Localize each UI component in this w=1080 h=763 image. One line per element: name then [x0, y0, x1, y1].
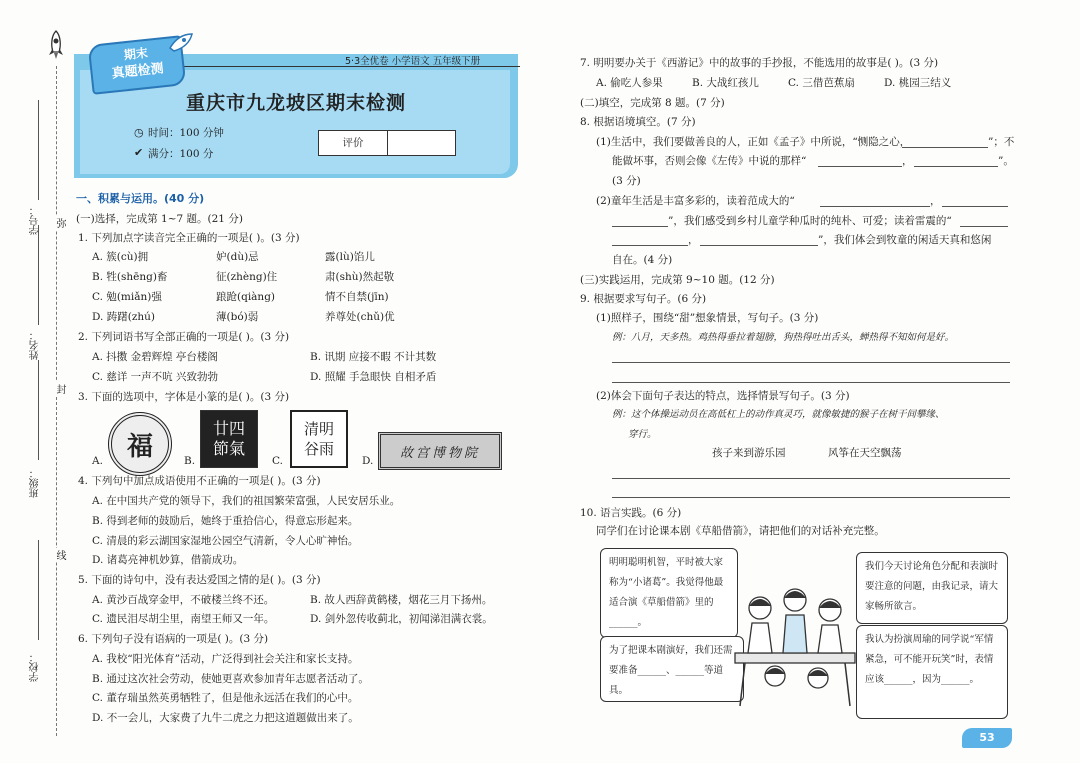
- students-illustration: [730, 578, 860, 717]
- q7-option-a[interactable]: A. 偷吃人参果: [596, 77, 663, 89]
- q1-option-b3: 肃(shù)然起敬: [325, 271, 395, 283]
- q9-2-answer-line-1[interactable]: [612, 478, 1010, 479]
- q1-option-a3: 露(lù)馅儿: [325, 251, 375, 263]
- q3-seal-b: [200, 410, 258, 468]
- q2-option-d[interactable]: D. 照耀 手急眼快 自相矛盾: [310, 371, 437, 383]
- q3-seal-a: [108, 412, 172, 476]
- q4-option-a[interactable]: A. 在中国共产党的领导下，我们的祖国繁荣富强，人民安居乐业。: [92, 495, 401, 507]
- q8-2-blank-2b[interactable]: [612, 226, 668, 227]
- seal-mark-3: 线: [54, 550, 65, 560]
- page-number-badge: [962, 728, 1012, 748]
- q3-seal-d-text: 故宫博物院: [399, 445, 480, 461]
- q1-option-d2: 薄(bó)弱: [216, 311, 259, 323]
- q9-1-example: 例：八月，天多热。鸡热得垂拉着翅膀，狗热得吐出舌头，蝉热得不知如何是好。: [612, 332, 955, 343]
- eval-label: 评价: [319, 131, 388, 155]
- check-icon: ✔: [134, 146, 144, 159]
- q2-option-c[interactable]: C. 慈详 一声不吭 兴致勃勃: [92, 371, 219, 383]
- q3-label-d[interactable]: D.: [362, 455, 374, 467]
- section-1-title: 一、积累与运用。(40 分): [76, 192, 205, 205]
- q1-option-d3: 养尊处(chǔ)优: [325, 311, 395, 323]
- q2-option-a[interactable]: A. 抖擞 金碧辉煌 亭台楼阁: [92, 351, 218, 363]
- q5-option-b[interactable]: B. 故人西辞黄鹤楼，烟花三月下扬州。: [310, 594, 493, 606]
- q8-1-line-a: (1)生活中，我们要做善良的人，正如《孟子》中所说，“恻隐之心，: [596, 136, 911, 148]
- part-2-title: (二)填空，完成第 8 题。(7 分): [580, 97, 725, 109]
- q3-seal-c-text: 清明谷雨: [303, 420, 334, 458]
- badge-line-2: 真题检测: [111, 61, 165, 82]
- q7-option-b[interactable]: B. 大战红孩儿: [692, 77, 759, 89]
- seal-line: [56, 66, 57, 736]
- question-8: 8. 根据语境填空。(7 分): [580, 116, 696, 128]
- q6-option-a[interactable]: A. 我校“阳光体育”活动，广泛得到社会关注和家长支持。: [92, 653, 359, 665]
- question-9: 9. 根据要求写句子。(6 分): [580, 293, 707, 305]
- badge-rocket-icon: [168, 32, 194, 56]
- question-3: 3. 下面的选项中，字体是小篆的是( )。(3 分): [78, 391, 290, 403]
- q3-seal-c: [290, 410, 348, 468]
- q9-2-example-2: 穿行。: [628, 429, 657, 440]
- question-1: 1. 下列加点字读音完全正确的一项是( )。(3 分): [78, 232, 300, 244]
- q4-option-d[interactable]: D. 诸葛亮神机妙算，借箭成功。: [92, 554, 244, 566]
- page-number: 53: [979, 731, 995, 744]
- q4-option-b[interactable]: B. 得到老师的鼓励后，她终于重拾信心，得意忘形起来。: [92, 515, 359, 527]
- question-6: 6. 下列句子没有语病的一项是( )。(3 分): [78, 633, 269, 645]
- q8-2-line-c-end: ”，我们体会到牧童的闲适天真和悠闲: [818, 234, 992, 246]
- rocket-icon: [46, 30, 66, 60]
- q8-2-line-c-mid: ，: [688, 234, 699, 246]
- school-label: 学校：: [30, 652, 41, 682]
- series-label: 5·3全优卷 小学语文 五年级下册: [345, 56, 481, 67]
- clock-icon: ◷: [134, 126, 144, 139]
- q8-1-blank-3[interactable]: [914, 166, 998, 167]
- q8-2-line-a-mid: ，: [930, 195, 941, 207]
- school-line: [38, 540, 39, 640]
- q8-1-blank-1[interactable]: [902, 147, 988, 148]
- q8-1-line-b-mid: ，: [902, 155, 913, 167]
- q8-2-blank-3[interactable]: [612, 245, 688, 246]
- part-3-title: (三)实践运用，完成第 9~10 题。(12 分): [580, 274, 775, 286]
- dialogue-bubble-4: 我认为扮演周瑜的同学说“军情紧急，可不能开玩笑”时，表情应该______，因为______。: [856, 625, 1008, 719]
- q3-label-c[interactable]: C.: [272, 455, 283, 467]
- q9-2-example: 例：这个体操运动员在高低杠上的动作真灵巧，就像敏捷的猴子在树干间攀缘、: [612, 409, 945, 420]
- q9-2-choice-1[interactable]: 孩子来到游乐园: [712, 447, 786, 459]
- question-2: 2. 下列词语书写全部正确的一项是( )。(3 分): [78, 331, 290, 343]
- q1-option-b2: 征(zhèng)住: [216, 271, 278, 283]
- part-1-title: (一)选择，完成第 1~7 题。(21 分): [76, 213, 243, 225]
- page-title: 重庆市九龙坡区期末检测: [186, 92, 407, 114]
- q7-option-d[interactable]: D. 桃园三结义: [884, 77, 952, 89]
- q10-description: 同学们在讨论课本剧《草船借箭》，请把他们的对话补充完整。: [596, 525, 885, 537]
- student-no-label: 学号：: [30, 205, 41, 235]
- name-line: [38, 225, 39, 325]
- q1-option-a2: 妒(dù)忌: [216, 251, 259, 263]
- q9-1: (1)照样子，围绕“甜”想象情景，写句子。(3 分): [596, 312, 819, 324]
- q1-option-c3: 情不自禁(jīn): [325, 291, 389, 303]
- q5-option-a[interactable]: A. 黄沙百战穿金甲，不破楼兰终不还。: [92, 594, 275, 606]
- q9-2-choice-2[interactable]: 风筝在天空飘荡: [828, 447, 902, 459]
- q3-seal-a-text: 福: [126, 431, 153, 462]
- q8-2-blank-4[interactable]: [700, 245, 818, 246]
- q8-1-line-b: 能做坏事，否则会像《左传》中说的那样“: [612, 155, 807, 167]
- q8-1-line-a-end: ”；不: [988, 136, 1015, 148]
- q2-option-b[interactable]: B. 讯期 应接不暇 不计其数: [310, 351, 437, 363]
- time-label: 时间：100 分钟: [148, 127, 224, 139]
- q9-1-answer-line-2[interactable]: [612, 382, 1010, 383]
- q9-2: (2)体会下面句子表达的特点，选择情景写句子。(3 分): [596, 390, 850, 402]
- q8-2-blank-3b[interactable]: [960, 226, 1008, 227]
- q9-2-answer-line-2[interactable]: [612, 497, 1010, 498]
- question-4: 4. 下列句中加点成语使用不正确的一项是( )。(3 分): [78, 475, 321, 487]
- seal-mark-2: 封: [54, 384, 65, 394]
- eval-box: [318, 130, 456, 156]
- q8-2-blank-2[interactable]: [942, 206, 1008, 207]
- question-10: 10. 语言实践。(6 分): [580, 507, 682, 519]
- q6-option-c[interactable]: C. 董存瑞虽然英勇牺牲了，但是他永远活在我们的心中。: [92, 692, 359, 704]
- badge-line-1: 期末: [123, 45, 149, 63]
- q8-2-blank-1[interactable]: [820, 206, 930, 207]
- question-5: 5. 下面的诗句中，没有表达爱国之情的是( )。(3 分): [78, 574, 321, 586]
- q4-option-c[interactable]: C. 清晨的彩云湖国家湿地公园空气清新，令人心旷神怡。: [92, 535, 359, 547]
- q8-2-line-b: ”，我们感受到乡村儿童学种瓜时的纯朴、可爱；读着雷震的“: [668, 215, 952, 227]
- student-no-line: [38, 100, 39, 200]
- q3-seal-b-text: 廿四節氣: [212, 419, 245, 458]
- q8-1-line-b-end: ”。: [998, 155, 1014, 167]
- q1-option-c1[interactable]: C. 勉(miǎn)强: [92, 291, 162, 303]
- name-label: 姓名：: [30, 330, 41, 360]
- q1-option-d1[interactable]: D. 踌躇(zhú): [92, 311, 155, 323]
- q6-option-d[interactable]: D. 不一会儿，大家费了九牛二虎之力把这道题做出来了。: [92, 712, 359, 724]
- q8-1-score: (3 分): [612, 175, 641, 187]
- eval-field[interactable]: [388, 131, 455, 155]
- q1-option-c2: 踉跄(qiàng): [216, 291, 276, 303]
- q3-label-a[interactable]: A.: [92, 455, 103, 467]
- q1-option-a1[interactable]: A. 簇(cù)拥: [92, 251, 149, 263]
- q5-option-d[interactable]: D. 剑外忽传收蓟北，初闻涕泪满衣裳。: [310, 613, 493, 625]
- q5-option-c[interactable]: C. 遗民泪尽胡尘里，南望王师又一年。: [92, 613, 275, 625]
- dialogue-bubble-1: 明明聪明机智，平时被大家称为“小诸葛”。我觉得他最适合演《草船借箭》里的______。: [600, 548, 738, 638]
- q8-1-blank-2[interactable]: [818, 166, 902, 167]
- class-label: 班级：: [30, 468, 41, 498]
- question-7: 7. 明明要办关于《西游记》中的故事的手抄报，不能选用的故事是( )。(3 分): [580, 57, 939, 69]
- score-label: 满分：100 分: [148, 148, 214, 160]
- q6-option-b[interactable]: B. 通过这次社会劳动，使她更喜欢参加青年志愿者活动了。: [92, 673, 369, 685]
- q1-option-b1[interactable]: B. 牲(shēng)畜: [92, 271, 168, 283]
- dialogue-bubble-3: 为了把课本剧演好，我们还需要准备______、______等道具。: [600, 636, 744, 702]
- q3-seal-d: [378, 432, 502, 470]
- q3-label-b[interactable]: B.: [184, 455, 196, 467]
- seal-mark-1: 弥: [54, 218, 65, 228]
- dialogue-bubble-2: 我们今天讨论角色分配和表演时要注意的问题，由我记录，请大家畅所欲言。: [856, 552, 1008, 624]
- q8-2-line-a: (2)童年生活是丰富多彩的，读着范成大的“: [596, 195, 795, 207]
- class-line: [38, 360, 39, 460]
- q8-2-line-d: 自在。(4 分): [612, 254, 673, 266]
- q9-1-answer-line-1[interactable]: [612, 362, 1010, 363]
- q7-option-c[interactable]: C. 三借芭蕉扇: [788, 77, 855, 89]
